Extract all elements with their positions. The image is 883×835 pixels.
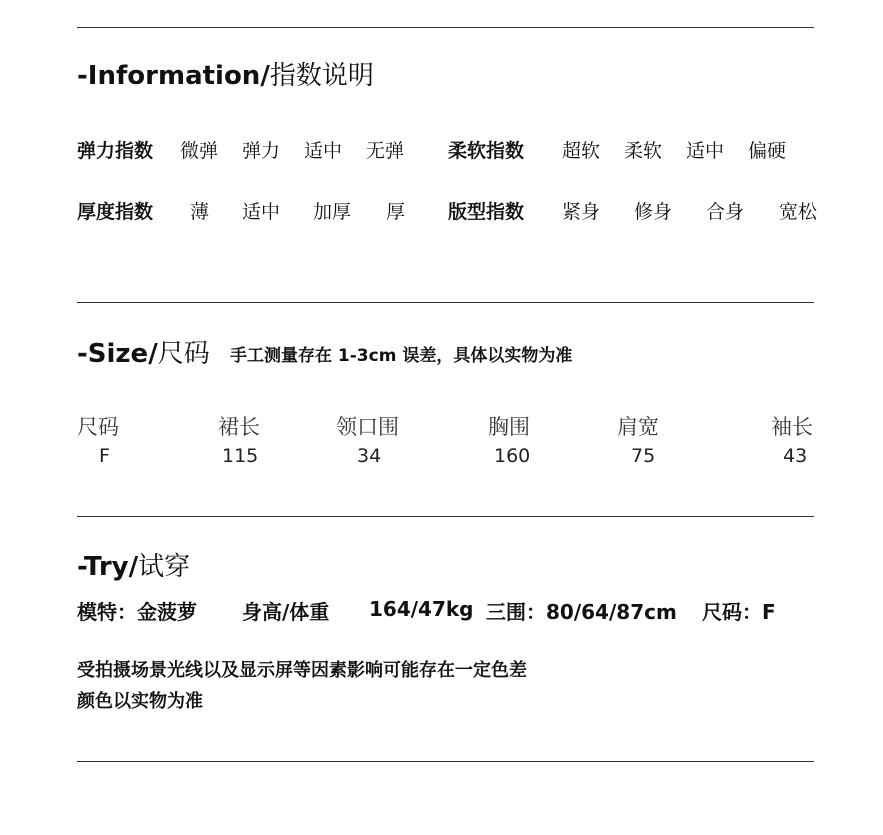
softness-option-stiff: 偏硬 [748, 140, 787, 162]
elasticity-option-medium: 适中 [304, 140, 343, 162]
thickness-option-medium: 适中 [242, 201, 281, 223]
size-header-chest: 胸围 [488, 415, 530, 439]
fit-option-regular: 合身 [706, 201, 745, 223]
fit-option-loose: 宽松 [779, 201, 818, 223]
divider-bottom [77, 761, 814, 762]
model-label: 模特： [77, 600, 137, 624]
softness-option-medium: 适中 [686, 140, 725, 162]
size-header-sleeve: 袖长 [771, 415, 813, 439]
try-heading-en: -Try/ [77, 552, 139, 582]
height-weight-value: 164/47kg [369, 597, 474, 621]
color-disclaimer-line2: 颜色以实物为准 [77, 691, 203, 712]
thickness-label: 厚度指数 [77, 201, 154, 223]
index-row-softness [448, 136, 524, 163]
model-name: 金菠萝 [137, 600, 197, 624]
divider-size [77, 516, 814, 517]
size-measure-note: 手工测量存在 1-3cm 误差，具体以实物为准 [230, 346, 573, 366]
try-size-line [702, 596, 776, 625]
index-row-elasticity [77, 136, 153, 163]
thickness-option-thickened: 加厚 [313, 201, 352, 223]
softness-label: 柔软指数 [448, 140, 525, 162]
softness-option-soft: 柔软 [624, 140, 663, 162]
elasticity-label: 弹力指数 [77, 140, 154, 162]
divider-top [77, 27, 814, 28]
fit-option-slim: 修身 [634, 201, 673, 223]
size-header-length: 裙长 [218, 415, 260, 439]
color-disclaimer-line1: 受拍摄场景光线以及显示屏等因素影响可能存在一定色差 [77, 660, 527, 681]
thickness-option-thin: 薄 [190, 201, 210, 223]
information-heading-en: -Information/ [77, 61, 270, 91]
measurements-value: 80/64/87cm [546, 600, 677, 624]
size-heading-cn: 尺码 [157, 339, 210, 369]
size-header-size: 尺码 [77, 415, 119, 439]
size-value-shoulder: 75 [631, 445, 656, 467]
size-heading [77, 333, 210, 370]
softness-option-super-soft: 超软 [562, 140, 601, 162]
information-heading [77, 55, 374, 92]
try-size-value: F [762, 600, 776, 624]
measurements-label: 三围： [486, 600, 546, 624]
elasticity-option-slight: 微弹 [180, 140, 219, 162]
size-value-sleeve: 43 [783, 445, 808, 467]
size-header-shoulder: 肩宽 [617, 415, 659, 439]
size-heading-en: -Size/ [77, 339, 158, 369]
measurements-line [486, 596, 677, 625]
elasticity-option-none: 无弹 [366, 140, 405, 162]
try-heading-cn: 试穿 [138, 552, 191, 582]
information-heading-cn: 指数说明 [269, 61, 374, 91]
height-weight-label: 身高/体重 [242, 600, 330, 624]
size-value-size: F [99, 445, 110, 467]
fit-option-tight: 紧身 [562, 201, 601, 223]
try-heading [77, 546, 190, 583]
fit-label: 版型指数 [448, 201, 525, 223]
model-info-line [77, 596, 197, 625]
index-row-fit [448, 197, 524, 224]
try-size-label: 尺码： [702, 600, 762, 624]
size-value-chest: 160 [494, 445, 531, 467]
size-value-neck: 34 [357, 445, 382, 467]
size-value-length: 115 [222, 445, 259, 467]
thickness-option-thick: 厚 [386, 201, 406, 223]
elasticity-option-elastic: 弹力 [242, 140, 281, 162]
size-header-neck: 领口围 [336, 415, 399, 439]
index-row-thickness [77, 197, 153, 224]
divider-information [77, 302, 814, 303]
